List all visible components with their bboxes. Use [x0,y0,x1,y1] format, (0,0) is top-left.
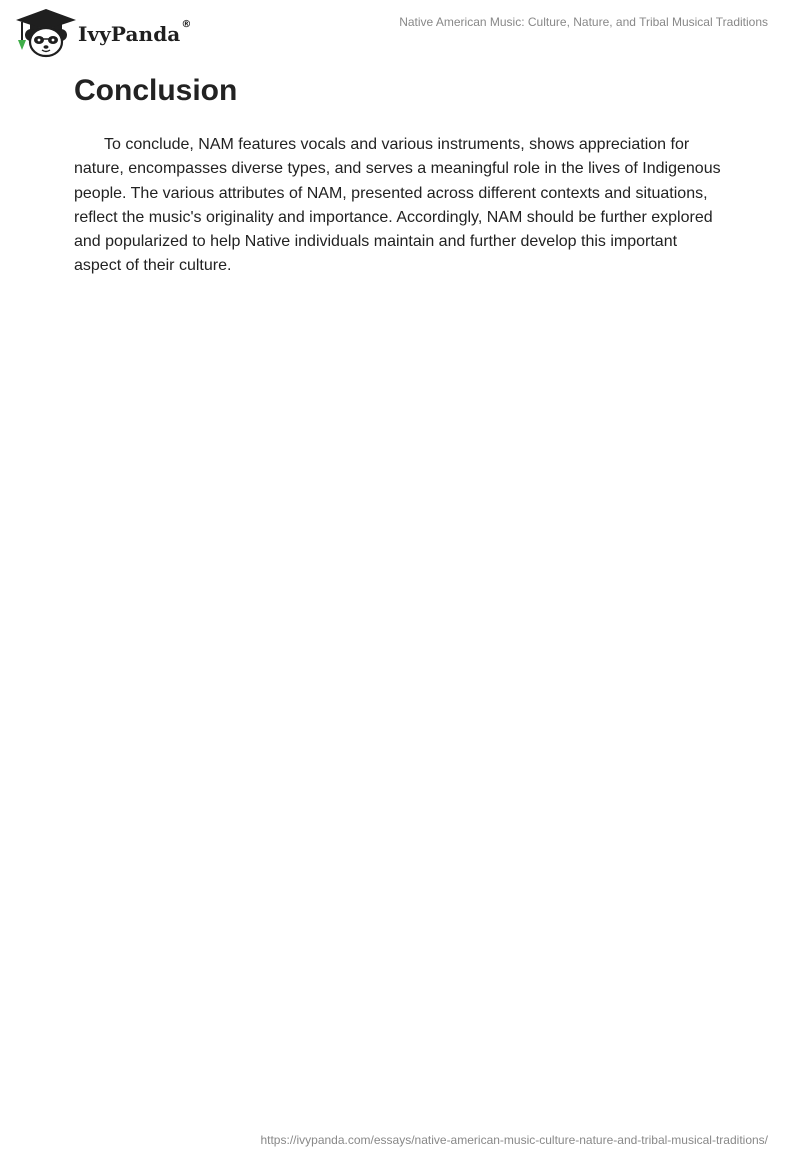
running-header-title: Native American Music: Culture, Nature, and Tribal Musical Traditions [399,15,768,29]
page-title: Conclusion [74,74,238,107]
registered-mark: ® [181,18,192,30]
logo-wordmark: IvyPanda [78,22,181,46]
panda-graduation-cap-icon [14,8,78,58]
ivypanda-logo[interactable] [14,8,191,58]
source-url[interactable]: https://ivypanda.com/essays/native-american-music-culture-nature-and-tribal-musical-traditions/ [260,1133,768,1147]
conclusion-paragraph: To conclude, NAM features vocals and various instruments, shows appreciation for nature, encompasses diverse types, and serves a meaningful role in the lives of Indigenous people. The various attributes of NAM, presented across different contexts and situations, reflect the music's originality and importance. Accordingly, NAM should be further explored and popularized to help Native individuals maintain and further develop this important aspect of their culture. [74,136,721,275]
